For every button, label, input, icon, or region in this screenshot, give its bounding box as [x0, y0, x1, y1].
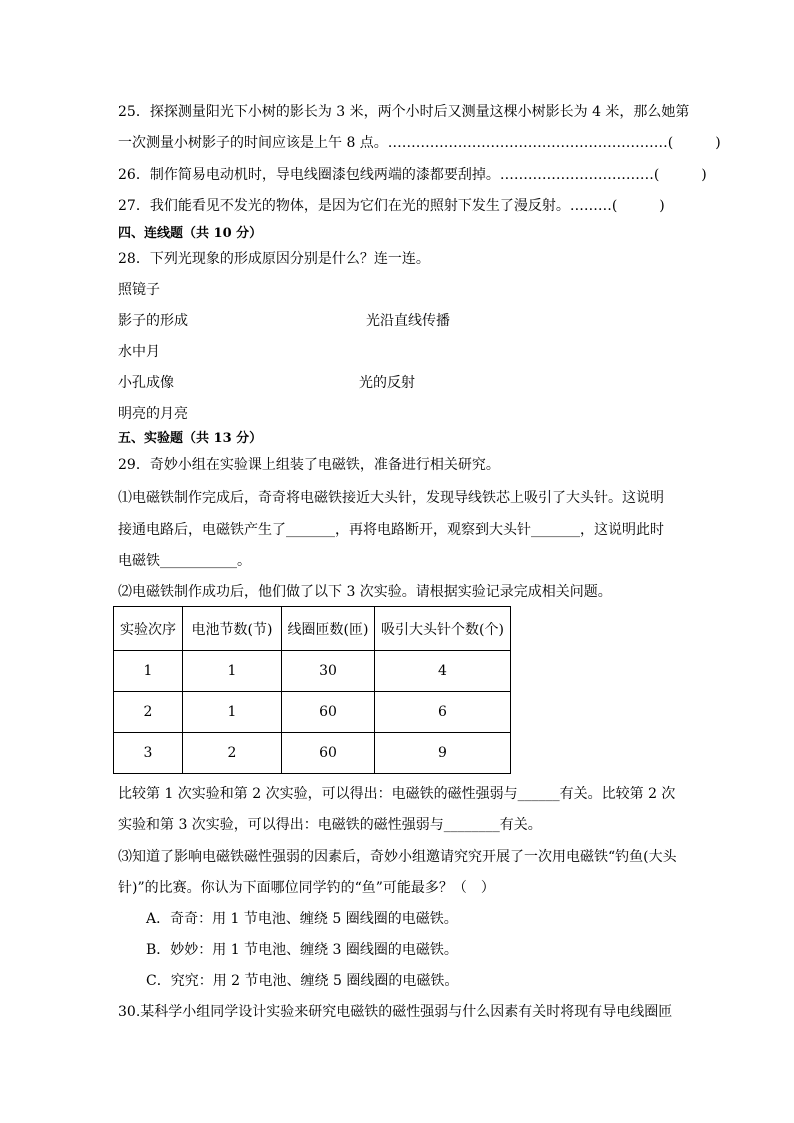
table-row — [114, 733, 511, 774]
q25-line2: 一次测量小树影子的时间应该是上午 8 点。……………………………………………………( ) — [118, 135, 721, 151]
table-cell: 60 — [282, 692, 375, 733]
table-cell: 9 — [375, 733, 511, 774]
table-row — [114, 692, 511, 733]
q29-part2: ⑵电磁铁制作成功后，他们做了以下 3 次实验。请根据实验记录完成相关问题。 — [118, 584, 612, 600]
table-cell: 1 — [114, 651, 183, 692]
question-29-intro: 29．奇妙小组在实验课上组装了电磁铁，准备进行相关研究。 — [118, 457, 500, 473]
match-left-item: 影子的形成 — [118, 313, 188, 329]
table-cell: 60 — [282, 733, 375, 774]
option-c: C．究究：用 2 节电池、缠绕 5 圈线圈的电磁铁。 — [146, 973, 459, 989]
q29-compare-line1: 比较第 1 次实验和第 2 次实验，可以得出：电磁铁的磁性强弱与______有关。比较第 2 次 — [118, 786, 676, 802]
q25-line1: 25．探探测量阳光下小树的影长为 3 米，两个小时后又测量这棵小树影长为 4 米，那么她第 — [118, 104, 690, 120]
table-header-cell: 实验次序 — [114, 607, 183, 651]
table-cell: 6 — [375, 692, 511, 733]
experiment-table — [113, 606, 511, 774]
table-cell: 30 — [282, 651, 375, 692]
question-27: 27．我们能看见不发光的物体，是因为它们在光的照射下发生了漫反射。………( ) — [118, 198, 665, 214]
match-left-item: 小孔成像 — [118, 375, 174, 391]
table-cell: 3 — [114, 733, 183, 774]
table-cell: 4 — [375, 651, 511, 692]
section-5-heading: 五、实验题（共 13 分） — [118, 431, 263, 446]
table-cell: 1 — [183, 651, 282, 692]
table-cell: 2 — [183, 733, 282, 774]
table-header-cell: 电池节数(节) — [183, 607, 282, 651]
q29-part1-line3: 电磁铁___________。 — [118, 553, 251, 569]
match-left-item: 水中月 — [118, 344, 160, 360]
match-right-item: 光的反射 — [359, 375, 415, 391]
table-header-cell: 线圈匝数(匝) — [282, 607, 375, 651]
q29-part1-line1: ⑴电磁铁制作完成后，奇奇将电磁铁接近大头针，发现导线铁芯上吸引了大头针。这说明 — [118, 490, 664, 506]
table-row — [114, 651, 511, 692]
q29-part3-line1: ⑶知道了影响电磁铁磁性强弱的因素后，奇妙小组邀请究究开展了一次用电磁铁“钓鱼(大头 — [118, 849, 677, 865]
question-26: 26．制作简易电动机时，导电线圈漆包线两端的漆都要刮掉。……………………………( ) — [118, 167, 707, 183]
option-a: A．奇奇：用 1 节电池、缠绕 5 圈线圈的电磁铁。 — [146, 911, 458, 927]
q29-compare-line2: 实验和第 3 次实验，可以得出：电磁铁的磁性强弱与________有关。 — [118, 817, 542, 833]
q29-part3-line2: 针)”的比赛。你认为下面哪位同学钓的“鱼”可能最多？（ ） — [118, 880, 495, 896]
match-right-item: 光沿直线传播 — [366, 313, 450, 329]
table-header-row — [114, 607, 511, 651]
question-30: 30.某科学小组同学设计实验来研究电磁铁的磁性强弱与什么因素有关时将现有导电线圈匝 — [118, 1004, 673, 1020]
question-28-prompt: 28．下列光现象的形成原因分别是什么？连一连。 — [118, 251, 430, 267]
q29-part1-line2: 接通电路后，电磁铁产生了_______，再将电路断开，观察到大头针_______，这说明此时 — [118, 522, 664, 538]
option-b: B．妙妙：用 1 节电池、缠绕 3 圈线圈的电磁铁。 — [146, 942, 458, 958]
table-cell: 2 — [114, 692, 183, 733]
table-cell: 1 — [183, 692, 282, 733]
match-left-item: 明亮的月亮 — [118, 406, 188, 422]
match-left-item: 照镜子 — [118, 282, 160, 298]
table-header-cell: 吸引大头针个数(个) — [375, 607, 511, 651]
section-4-heading: 四、连线题（共 10 分） — [118, 226, 263, 241]
